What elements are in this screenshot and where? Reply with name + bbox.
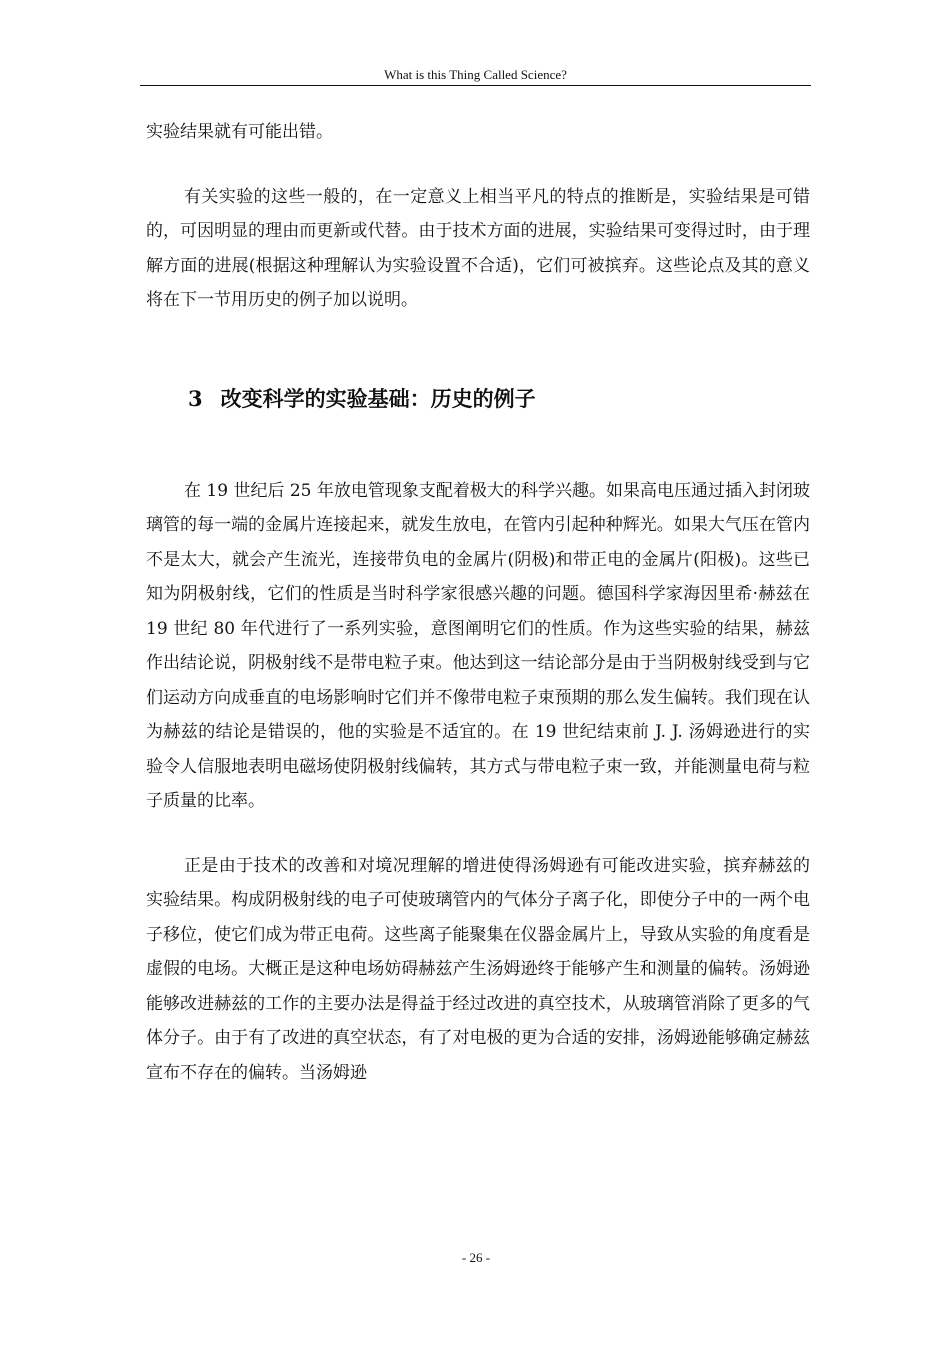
page-number: - 26 - <box>461 1250 491 1265</box>
page-body <box>146 115 810 1090</box>
section-heading <box>146 382 810 416</box>
paragraph-3: 正是由于技术的改善和对境况理解的增进使得汤姆逊有可能改进实验，摈弃赫兹的实验结果。构成阴极射线的电子可使玻璃管内的气体分子离子化，即使分子中的一两个电子移位，使它们成为带正电荷。这些离子能聚集在仪器金属片上，导致从实验的角度看是虚假的电场。大概正是这种电场妨碍赫兹产生汤姆逊终于能够产生和测量的偏转。汤姆逊能够改进赫兹的工作的主要办法是得益于经过改进的真空技术，从玻璃管消除了更多的气体分子。由于有了改进的真空状态，有了对电极的更为合适的安排，汤姆逊能够确定赫兹宣布不存在的偏转。当汤姆逊 <box>146 855 810 1083</box>
section-number: 3 <box>188 385 203 411</box>
paragraph-1: 有关实验的这些一般的，在一定意义上相当平凡的特点的推断是，实验结果是可错的，可因明显的理由而更新或代替。由于技术方面的进展，实验结果可变得过时，由于理解方面的进展(根据这种理解认为实验设置不合适)，它们可被摈弃。这些论点及其的意义将在下一节用历史的例子加以说明。 <box>146 186 810 310</box>
paragraph-2: 在 19 世纪后 25 年放电管现象支配着极大的科学兴趣。如果高电压通过插入封闭玻璃管的每一端的金属片连接起来，就发生放电，在管内引起种种辉光。如果大气压在管内不是太大，就会产生流光，连接带负电的金属片(阴极)和带正电的金属片(阳极)。这些已知为阴极射线，它们的性质是当时科学家很感兴趣的问题。德国科学家海因里希·赫兹在 19 世纪 80 年代进行了一系列实验，意图阐明它们的性质。作为这些实验的结果，赫兹作出结论说，阴极射线不是带电粒子束。他达到这一结论部分是由于当阴极射线受到与它们运动方向成垂直的电场影响时它们并不像带电粒子束预期的那么发生偏转。我们现在认为赫兹的结论是错误的，他的实验是不适宜的。在 19 世纪结束前 J. J. 汤姆逊进行的实验令人信服地表明电磁场使阴极射线偏转，其方式与带电粒子束一致，并能测量电荷与粒子质量的比率。 <box>146 480 810 811</box>
running-header: What is this Thing Called Science? <box>140 64 811 86</box>
section-title: 改变科学的实验基础：历史的例子 <box>220 385 536 411</box>
paragraph-continuation: 实验结果就有可能出错。 <box>146 122 333 142</box>
